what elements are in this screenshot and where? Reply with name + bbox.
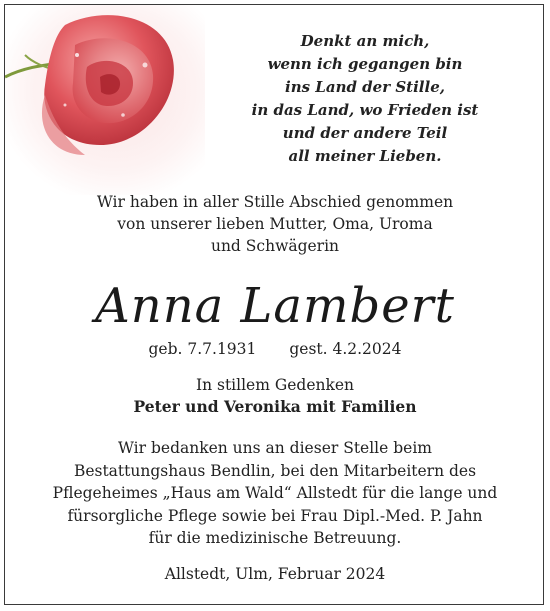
thanks-text [0, 437, 550, 550]
deceased-name: Anna Lambert [95, 278, 455, 334]
poem [230, 30, 500, 168]
thanks-line: Bestattungshaus Bendlin, bei den Mitarbeitern des [73, 461, 477, 480]
thanks-line: Wir bedanken uns an dieser Stelle beim [118, 439, 432, 457]
poem-line: in das Land, wo Frieden ist [251, 101, 479, 119]
thanks-line: für die medizinische Betreuung. [148, 529, 402, 547]
poem-line: all meiner Lieben. [288, 147, 442, 165]
intro-line: von unserer lieben Mutter, Oma, Uroma [117, 215, 433, 233]
poem-line: und der andere Teil [282, 124, 448, 142]
poem-line: wenn ich gegangen bin [267, 55, 463, 73]
intro-line: Wir haben in aller Stille Abschied genommen [96, 193, 454, 211]
rose-image [5, 5, 205, 195]
memory-line: In stillem Gedenken [195, 376, 355, 394]
memory-block [0, 374, 550, 418]
family-names: Peter und Veronika mit Familien [133, 397, 417, 416]
life-dates [0, 338, 550, 360]
poem-line: Denkt an mich, [300, 32, 430, 50]
thanks-line: Pflegeheimes „Haus am Wald“ Allstedt für die lange und [52, 484, 498, 502]
intro-line: und Schwägerin [210, 237, 340, 255]
birth-date: geb. 7.7.1931 [148, 340, 257, 358]
death-date: gest. 4.2.2024 [289, 340, 402, 358]
poem-line: ins Land der Stille, [285, 78, 445, 96]
intro-text [0, 191, 550, 257]
place-date: Allstedt, Ulm, Februar 2024 [164, 565, 386, 583]
thanks-line: fürsorgliche Pflege sowie bei Frau Dipl.-Med. P. Jahn [67, 506, 483, 525]
